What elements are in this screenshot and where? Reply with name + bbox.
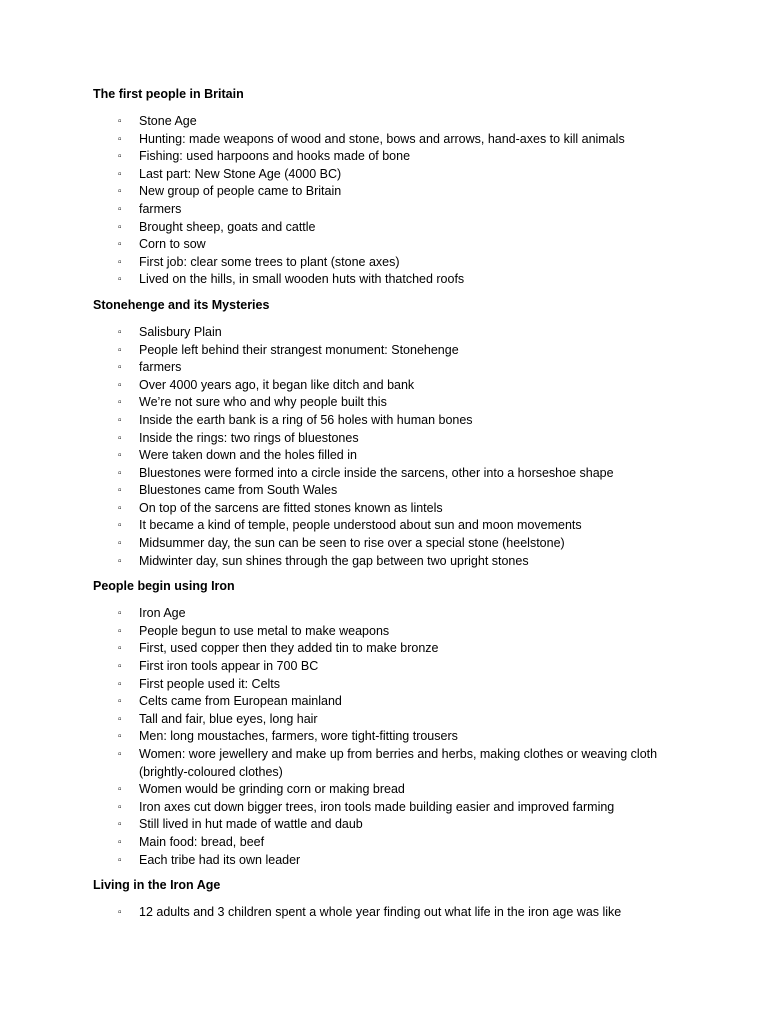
list-item-text: Salisbury Plain	[139, 324, 222, 339]
list-item	[118, 852, 693, 870]
square-bullet-icon: ▫	[118, 397, 122, 409]
list-item	[118, 676, 693, 694]
list-item-text: Inside the earth bank is a ring of 56 holes with human bones	[139, 412, 473, 427]
square-bullet-icon: ▫	[118, 643, 122, 655]
square-bullet-icon: ▫	[118, 661, 122, 673]
square-bullet-icon: ▫	[118, 678, 122, 690]
list-item-text: First, used copper then they added tin to make bronze	[139, 641, 439, 656]
list-item-text: New group of people came to Britain	[139, 184, 342, 199]
document-section	[93, 86, 693, 289]
list-item-text: Were taken down and the holes filled in	[139, 448, 357, 463]
square-bullet-icon: ▫	[118, 485, 122, 497]
square-bullet-icon: ▫	[118, 907, 122, 919]
square-bullet-icon: ▫	[118, 450, 122, 462]
list-item	[118, 640, 693, 658]
list-item-text: Bluestones were formed into a circle inside the sarcens, other into a horseshoe shape	[139, 465, 614, 480]
list-item	[118, 465, 693, 483]
list-item-text: Men: long moustaches, farmers, wore tight-fitting trousers	[139, 729, 458, 744]
list-item-text: We’re not sure who and why people built this	[139, 395, 387, 410]
list-item	[118, 412, 693, 430]
list-item-text: Celts came from European mainland	[139, 694, 342, 709]
list-item-text: First people used it: Celts	[139, 676, 281, 691]
list-item-text: Tall and fair, blue eyes, long hair	[139, 711, 318, 726]
square-bullet-icon: ▫	[118, 151, 122, 163]
list-item	[118, 342, 693, 360]
square-bullet-icon: ▫	[118, 274, 122, 286]
bullet-list	[93, 904, 693, 922]
list-item	[118, 553, 693, 571]
list-item	[118, 359, 693, 377]
list-item-text: On top of the sarcens are fitted stones known as lintels	[139, 500, 443, 515]
square-bullet-icon: ▫	[118, 133, 122, 145]
list-item	[118, 799, 693, 817]
list-item-text: Bluestones came from South Wales	[139, 483, 338, 498]
square-bullet-icon: ▫	[118, 608, 122, 620]
section-heading: Stonehenge and its Mysteries	[93, 297, 270, 312]
list-item	[118, 148, 693, 166]
list-item	[118, 693, 693, 711]
square-bullet-icon: ▫	[118, 379, 122, 391]
list-item	[118, 113, 693, 131]
list-item-text: It became a kind of temple, people understood about sun and moon movements	[139, 518, 582, 533]
list-item	[118, 377, 693, 395]
square-bullet-icon: ▫	[118, 344, 122, 356]
list-item	[118, 430, 693, 448]
list-item	[118, 605, 693, 623]
list-item-text: Corn to sow	[139, 237, 206, 252]
square-bullet-icon: ▫	[118, 625, 122, 637]
square-bullet-icon: ▫	[118, 731, 122, 743]
list-item-text: Fishing: used harpoons and hooks made of bone	[139, 149, 411, 164]
square-bullet-icon: ▫	[118, 854, 122, 866]
square-bullet-icon: ▫	[118, 326, 122, 338]
section-heading: People begin using Iron	[93, 579, 235, 594]
list-item	[118, 271, 693, 289]
section-heading: The first people in Britain	[93, 87, 244, 101]
list-item-text: First job: clear some trees to plant (stone axes)	[139, 254, 400, 269]
list-item	[118, 447, 693, 465]
square-bullet-icon: ▫	[118, 221, 122, 233]
bullet-list	[93, 605, 693, 869]
square-bullet-icon: ▫	[118, 362, 122, 374]
list-item	[118, 535, 693, 553]
square-bullet-icon: ▫	[118, 784, 122, 796]
square-bullet-icon: ▫	[118, 432, 122, 444]
list-item-text: 12 adults and 3 children spent a whole year finding out what life in the iron age was like	[139, 905, 622, 920]
list-item-text: Inside the rings: two rings of bluestones	[139, 430, 359, 445]
list-item	[118, 816, 693, 834]
list-item-text: Brought sheep, goats and cattle	[139, 219, 316, 234]
list-item	[118, 482, 693, 500]
list-item	[118, 658, 693, 676]
square-bullet-icon: ▫	[118, 538, 122, 550]
square-bullet-icon: ▫	[118, 819, 122, 831]
square-bullet-icon: ▫	[118, 520, 122, 532]
list-item	[118, 781, 693, 799]
square-bullet-icon: ▫	[118, 203, 122, 215]
list-item	[118, 324, 693, 342]
list-item-text: Stone Age	[139, 114, 197, 128]
list-item	[118, 254, 693, 272]
list-item-text: Women: wore jewellery and make up from berries and herbs, making clothes or weaving cloth (brightly-coloured clothes)	[139, 747, 658, 779]
square-bullet-icon: ▫	[118, 801, 122, 813]
list-item-text: farmers	[139, 360, 182, 375]
list-item	[118, 201, 693, 219]
document-section	[93, 877, 693, 922]
list-item	[118, 500, 693, 518]
list-item-text: People begun to use metal to make weapons	[139, 623, 390, 638]
square-bullet-icon: ▫	[118, 555, 122, 567]
document-section	[93, 297, 693, 570]
list-item-text: People left behind their strangest monument: Stonehenge	[139, 342, 459, 357]
square-bullet-icon: ▫	[118, 256, 122, 268]
list-item	[118, 711, 693, 729]
list-item-text: Lived on the hills, in small wooden huts with thatched roofs	[139, 272, 465, 287]
list-item-text: Iron Age	[139, 606, 186, 621]
square-bullet-icon: ▫	[118, 467, 122, 479]
list-item-text: Over 4000 years ago, it began like ditch and bank	[139, 377, 415, 392]
list-item-text: Hunting: made weapons of wood and stone, bows and arrows, hand-axes to kill animals	[139, 131, 625, 146]
list-item-text: Each tribe had its own leader	[139, 852, 301, 867]
list-item-text: Midsummer day, the sun can be seen to rise over a special stone (heelstone)	[139, 536, 565, 551]
list-item	[118, 728, 693, 746]
square-bullet-icon: ▫	[118, 116, 122, 127]
list-item	[118, 236, 693, 254]
square-bullet-icon: ▫	[118, 696, 122, 708]
list-item-text: Midwinter day, sun shines through the gap between two upright stones	[139, 553, 529, 568]
list-item	[118, 394, 693, 412]
document-section	[93, 578, 693, 869]
bullet-list	[93, 113, 693, 289]
square-bullet-icon: ▫	[118, 186, 122, 198]
section-heading: Living in the Iron Age	[93, 878, 221, 893]
list-item	[118, 904, 693, 922]
list-item	[118, 746, 693, 781]
list-item-text: First iron tools appear in 700 BC	[139, 659, 319, 674]
list-item-text: Main food: bread, beef	[139, 834, 265, 849]
document-body	[93, 86, 693, 930]
list-item	[118, 166, 693, 184]
square-bullet-icon: ▫	[118, 414, 122, 426]
list-item-text: Last part: New Stone Age (4000 BC)	[139, 166, 342, 181]
list-item	[118, 834, 693, 852]
list-item-text: Women would be grinding corn or making bread	[139, 782, 405, 797]
bullet-list	[93, 324, 693, 570]
square-bullet-icon: ▫	[118, 713, 122, 725]
square-bullet-icon: ▫	[118, 168, 122, 180]
square-bullet-icon: ▫	[118, 239, 122, 251]
list-item	[118, 623, 693, 641]
list-item-text: farmers	[139, 201, 182, 216]
list-item	[118, 131, 693, 149]
list-item-text: Iron axes cut down bigger trees, iron tools made building easier and improved farming	[139, 799, 615, 814]
list-item	[118, 517, 693, 535]
list-item	[118, 219, 693, 237]
square-bullet-icon: ▫	[118, 749, 122, 760]
list-item-text: Still lived in hut made of wattle and daub	[139, 817, 363, 832]
square-bullet-icon: ▫	[118, 836, 122, 848]
square-bullet-icon: ▫	[118, 502, 122, 514]
list-item	[118, 183, 693, 201]
